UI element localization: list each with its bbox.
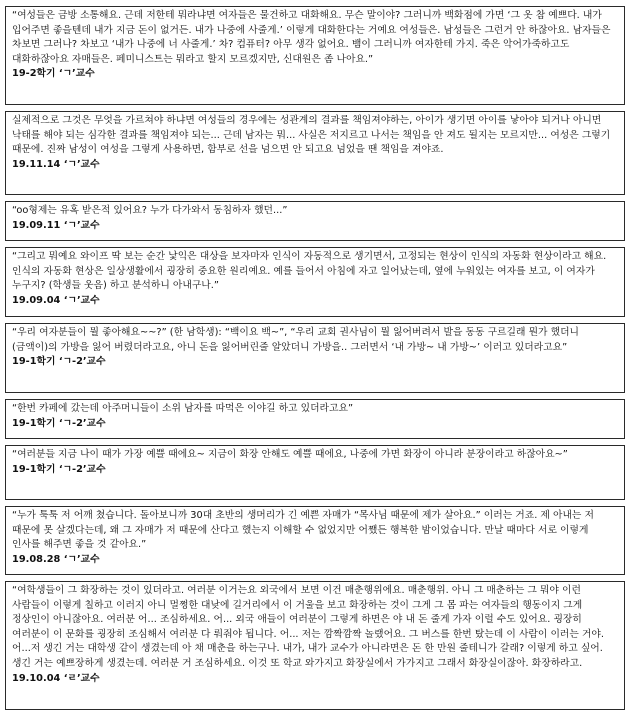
quote-box-7 <box>5 445 625 500</box>
quote-box-5 <box>5 323 625 393</box>
quote-box-2 <box>5 111 625 195</box>
quote-box-1 <box>5 6 625 105</box>
quote-citation: 19.09.04 ‘ㄱ’교수 <box>12 294 100 306</box>
quote-text: “누가 툭툭 저 어깨 쳤습니다. 돌아보니까 30대 초반의 생머리가 긴 예쁜 자매가 “목사님 때문에 제가 살아요.” 이러는 거죠. 제 아내는 저 때문에 못 살겠다는데, 왜 그 자매가 저 때문에 산다고 했는지 이해할 수 없었지만 어쨌든 행복한 밤이었습니다. 만날 때마다 서로 이렇게 인사를 해주면 좋을 것 같아요.” <box>12 510 594 551</box>
quote-box-4 <box>5 247 625 317</box>
quote-citation: 19.09.11 ‘ㄱ’교수 <box>12 219 100 231</box>
quote-text: “여학생들이 그 화장하는 것이 있더라고. 여러분 이거는요 외국에서 보면 이건 매춘행위에요. 매춘행위. 아니 그 매춘하는 그 뭐야 이런 사람들이 이렇게 칠하고 이러지 아니 멀쩡한 대낮에 길거리에서 이 거울을 보고 화장하는 것이 그게 그 몸 파는 여자들의 행동이지 그게 정상인이 아니잖아요. 여러분 어... 조심하세요. 어... 외국 애들이 여러분이 그렇게 하면은 야 내 돈 줄게 가자 이럴 수도 있어요. 굉장히 여러분이 이 문화를 굉장히 조심해서 여러분 다 뤄줘야 됩니다. 어... 저는 깜짝깜짝 놀랬어요. 그 버스를 한번 탔는데 이 사람이 이러는 거야. 어...저 생긴 거는 대학생 같이 생겼는데 아 채 매춘을 하는구나. 내가, 내가 교수가 아니라면은 돈 한 만원 줄테니가 갈래? 이렇게 하고 싶어. 생긴 거는 예쁘장하게 생겼는데. 여러분 거 조심하세요. 이것 또 학교 와가지고 화장실에서 가가지고 그래서 화장실이잖아. 화장하라고. <box>12 585 605 669</box>
quote-text: “여성들은 금방 소통해요. 근데 저한테 뭐라냐면 여자들은 물건하고 대화해요. 무슨 말이야? 그러니까 백화점에 가면 ‘그 옷 참 예쁘다. 내가 입어주면 좋을텐데 내가 지금 돈이 없거든. 내가 나중에 사줄게.’ 이렇게 대화한다는 거예요 여성들은. 남성들은 그런거 안 하잖아요. 남자들은 차보면 그러나? 차보고 ‘내가 나중에 너 사줄게.’ 차? 컴퓨터? 아무 생각 없어요. 뱀이 그러니까 여자한테 가지. 죽은 악어가죽하고도 대화하잖아요 자매들은. 페미니스트는 뭐라고 할지 모르겠지만, 신대원은 좀 나아요.” <box>12 10 611 65</box>
quote-text: “여러분들 지금 나이 때가 가장 예쁠 때에요~ 지금이 화장 안해도 예쁠 때에요, 나중에 가면 화장이 아니라 분장이라고 하잖아요~” <box>12 449 568 460</box>
quote-text: “우리 여자분들이 뭘 좋아해요~~?” (한 남학생): “백이요 백~”, “우리 교회 권사님이 뭘 잃어버려서 발을 동동 구르길래 뭔가 했더니 (금액이)의 가방을 잃어 버렸더라고요, 아니 돈을 잃어버린줄 알았더니 가방을.. 그러면서 ‘내 가방~ 내 가방~’ 이러고 있더라고요” <box>12 327 579 353</box>
quote-box-3 <box>5 201 625 241</box>
quote-text: 실제적으로 그것은 무엇을 가르쳐야 하냐면 여성들의 경우에는 성관계의 결과를 책임져야하는, 아이가 생기면 아이를 낳아야 되거나 아니면 낙태를 해야 되는 심각한 결과를 책임져야 되는... 근데 남자는 뭐... 사실은 저지르고 나서는 책임을 안 져도 될지는 모르지만... 여성은 그렇기 때문에. 진짜 남성이 여성을 그렇게 사용하면, 함부로 선을 넘으면 안 되고요 넘었을 땐 책임을 져야죠. <box>12 115 611 156</box>
quote-text: “oo형제는 유혹 받은적 있어요? 누가 다가와서 동침하자 했던...” <box>12 205 288 216</box>
quote-citation: 19-1학기 ‘ㄱ-2’교수 <box>12 356 106 368</box>
quote-citation: 19-2학기 ‘ㄱ’교수 <box>12 68 95 80</box>
quote-box-8 <box>5 506 625 575</box>
quote-citation: 19.08.28 ‘ㄱ’교수 <box>12 553 100 565</box>
quote-citation: 19-1학기 ‘ㄱ-2’교수 <box>12 417 106 429</box>
quote-text: “그리고 뭐예요 와이프 딱 보는 순간 낯익은 대상을 보자마자 인식이 자동적으로 생기면서, 고정되는 현상이 인식의 자동화 현상이라고 해요. 인식의 자동화 현상은 일상생활에서 굉장히 중요한 원리예요. 예를 들어서 아침에 자고 일어났는데, 옆에 누워있는 여자를 보고, 이 여자가 누구지? (학생들 웃음) 하고 분석하니 아내구나.” <box>12 251 607 292</box>
quote-text: “한번 카페에 갔는데 아주머니들이 소위 남자를 따먹은 이야길 하고 있더라고요” <box>12 403 354 414</box>
quote-box-9 <box>5 581 625 710</box>
quote-citation: 19-1학기 ‘ㄱ-2’교수 <box>12 463 106 475</box>
quote-citation: 19.10.04 ‘ㄹ’교수 <box>12 672 100 684</box>
quote-citation: 19.11.14 ‘ㄱ’교수 <box>12 158 100 170</box>
quote-box-6 <box>5 399 625 439</box>
